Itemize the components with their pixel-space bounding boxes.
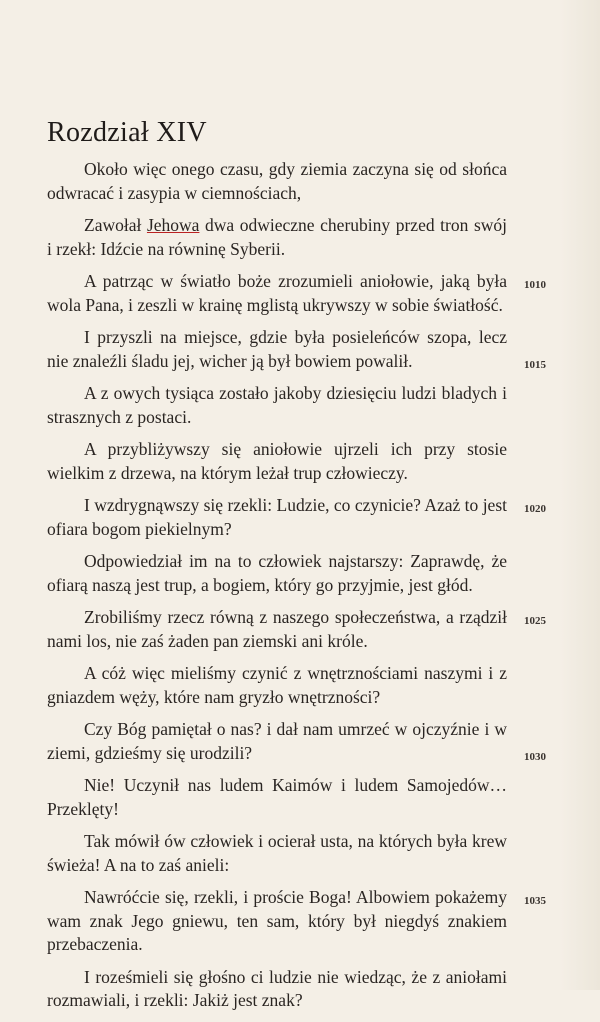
- verse: [47, 326, 546, 373]
- text-body: [47, 158, 546, 1022]
- verse-text: A przybliżywszy się aniołowie ujrzeli ich przy stosie wielkim z drzewa, na którym leżał trup człowieczy.: [47, 439, 507, 483]
- verse: [47, 606, 546, 653]
- verse-text: Nie! Uczynił nas ludem Kaimów i ludem Samojedów… Przeklęty!: [47, 775, 507, 819]
- verse-text: I przyszli na miejsce, gdzie była posieleńców szopa, lecz nie znaleźli śladu jej, wicher ją był bowiem powalił.: [47, 327, 507, 371]
- chapter-title: Rozdział XIV: [47, 116, 207, 148]
- verse-text: A z owych tysiąca zostało jakoby dziesięciu ludzi bladych i strasznych z postaci.: [47, 383, 507, 427]
- page-edge-shadow: [560, 0, 600, 990]
- line-number: 1020: [524, 503, 546, 515]
- verse-text: Czy Bóg pamiętał o nas? i dał nam umrzeć w ojczyźnie i w ziemi, gdzieśmy się urodzili?: [47, 719, 507, 763]
- underlined-word: Jehowa: [146, 215, 200, 235]
- line-number: 1015: [524, 359, 546, 371]
- line-number: 1035: [524, 895, 546, 907]
- verse: [47, 966, 507, 1013]
- verse: [47, 382, 507, 429]
- line-number: 1025: [524, 615, 546, 627]
- verse: [47, 830, 507, 877]
- verse-text: I wzdrygnąwszy się rzekli: Ludzie, co czynicie? Azaż to jest ofiara bogom piekielnym?: [47, 495, 507, 539]
- verse: [47, 662, 507, 709]
- verse: [47, 438, 507, 485]
- verse: [47, 214, 507, 261]
- verse-text: Około więc onego czasu, gdy ziemia zaczyna się od słońca odwracać i zasypia w ciemnościach,: [47, 159, 507, 203]
- verse-text: Zrobiliśmy rzecz równą z naszego społeczeństwa, a rządził nami los, nie zaś żaden pan ziemski ani króle.: [47, 607, 507, 651]
- verse-text: Tak mówił ów człowiek i ocierał usta, na których była krew świeża! A na to zaś anieli:: [47, 831, 507, 875]
- verse: [47, 774, 507, 821]
- verse: [47, 494, 546, 541]
- line-number: 1010: [524, 279, 546, 291]
- verse: [47, 718, 546, 765]
- verse-text: Zawołał Jehowa dwa odwieczne cherubiny przed tron swój i rzekł: Idźcie na równinę Syberii.: [47, 215, 508, 259]
- verse-text: A cóż więc mieliśmy czynić z wnętrznościami naszymi i z gniazdem węży, które nam gryzło wnętrzności?: [47, 663, 507, 707]
- verse: [47, 550, 507, 597]
- verse-text: A patrząc w światło boże zrozumieli aniołowie, jaką była wola Pana, i zeszli w krainę mglistą ukrywszy w sobie światłość.: [47, 271, 507, 315]
- verse-text: Nawróćcie się, rzekli, i proście Boga! Albowiem pokażemy wam znak Jego gniewu, ten sam, który był niegdyś znakiem przebaczenia.: [47, 887, 507, 954]
- verse-text: Odpowiedział im na to człowiek najstarszy: Zaprawdę, że ofiarą naszą jest trup, a bogiem, który go przyjmie, jest głód.: [47, 551, 507, 595]
- line-number: 1030: [524, 751, 546, 763]
- verse: [47, 886, 546, 957]
- verse-text: I roześmieli się głośno ci ludzie nie wiedząc, że z aniołami rozmawiali, i rzekli: Jakiż jest znak?: [47, 966, 507, 1010]
- verse: [47, 270, 546, 317]
- verse: [47, 158, 507, 205]
